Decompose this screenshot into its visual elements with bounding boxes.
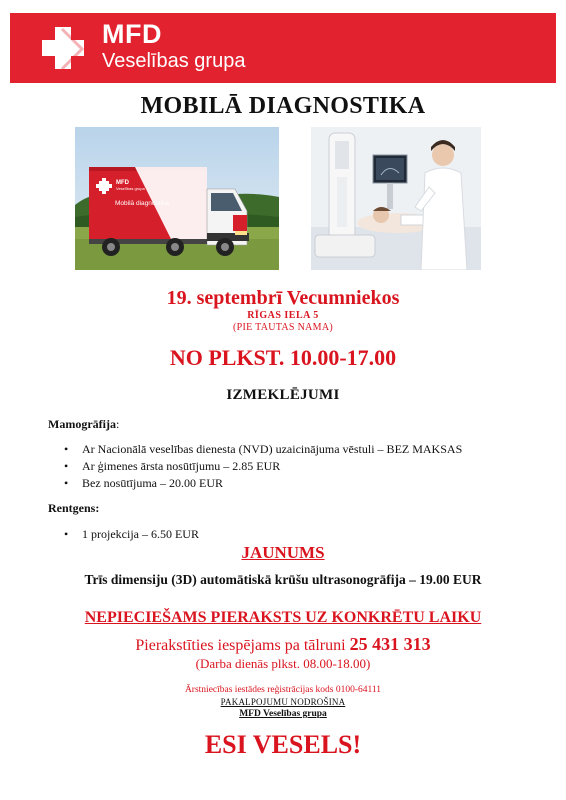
list-item: • Bez nosūtījuma – 20.00 EUR — [64, 475, 462, 492]
brand-sub: Veselības grupa — [102, 50, 246, 72]
mamografija-label-suffix: : — [115, 417, 120, 431]
news-text: Trīs dimensiju (3D) automātiskā krūšu ultrasonogrāfija – 19.00 EUR — [84, 572, 482, 587]
mamografija-list — [64, 441, 462, 492]
mamografija-label — [48, 417, 119, 432]
rentgens-list — [64, 526, 199, 543]
event-address-note: (PIE TAUTAS NAMA) — [233, 322, 333, 333]
registration-code: Ārstniecības iestādes reģistrācijas kods 0100-64111 — [184, 685, 382, 695]
brand-text — [102, 19, 245, 73]
booking-phone-prefix: Pierakstīties iespējams pa tālruni — [135, 637, 350, 654]
brand-header — [10, 13, 556, 83]
mamografija-label-text: Mamogrāfija — [48, 417, 116, 431]
truck-side-sub: Veselības grupa — [116, 186, 145, 191]
list-item: • Ar ģimenes ārsta nosūtījumu – 2.85 EUR — [64, 458, 462, 475]
exams-heading: IZMEKLĒJUMI — [226, 387, 340, 403]
event-date-location: 19. septembrī Vecumniekos — [166, 287, 400, 309]
truck-side-brand: MFD — [116, 180, 129, 186]
booking-phone: 25 431 313 — [349, 634, 431, 654]
provider-name: MFD Veselības grupa — [239, 709, 327, 719]
rentgens-label — [48, 501, 99, 516]
provided-by-label: PAKALPOJUMU NODROŠINA — [220, 697, 346, 707]
mammography-photo — [311, 127, 481, 270]
event-address: RĪGAS IELA 5 — [247, 310, 319, 321]
truck-photo — [75, 127, 279, 270]
page-title: MOBILĀ DIAGNOSTIKA — [140, 93, 426, 119]
truck-side-title: Mobilā diagnostika — [115, 200, 169, 207]
event-time: NO PLKST. 10.00-17.00 — [169, 345, 397, 370]
slogan: ESI VESELS! — [204, 730, 362, 759]
list-item: • 1 projekcija – 6.50 EUR — [64, 526, 199, 543]
booking-required: NEPIECIEŠAMS PIERAKSTS UZ KONKRĒTU LAIKU — [84, 609, 482, 626]
rentgens-label-text: Rentgens: — [48, 501, 100, 515]
news-heading: JAUNUMS — [241, 543, 325, 562]
booking-hours: (Darba dienās plkst. 08.00-18.00) — [195, 656, 371, 671]
list-item: • Ar Nacionālā veselības dienesta (NVD) uzaicinājuma vēstuli – BEZ MAKSAS — [64, 441, 462, 458]
booking-phone-line — [0, 634, 566, 655]
mfd-cross-logo-icon — [40, 25, 86, 71]
brand-name: MFD — [102, 19, 162, 49]
